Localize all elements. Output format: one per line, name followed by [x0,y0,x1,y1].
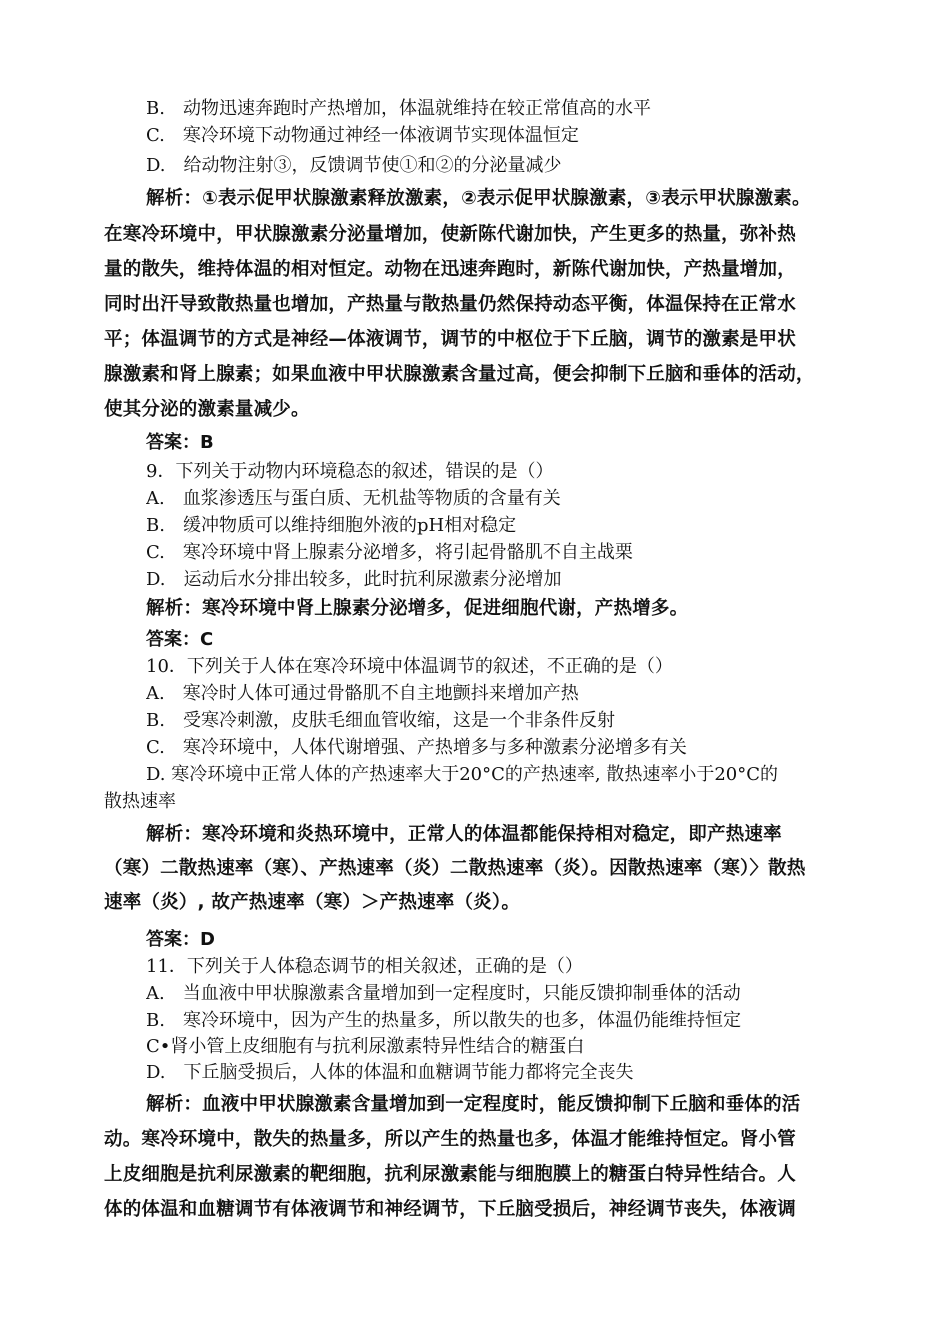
answer: 答案：D [146,929,215,950]
option-d-continuation: 散热速率 [104,791,176,812]
analysis-line: 腺激素和肾上腺素；如果血液中甲状腺激素含量过高，便会抑制下丘脑和垂体的活动， [104,364,815,385]
option-b: B. 缓冲物质可以维持细胞外液的pH相对稳定 [146,515,517,536]
analysis-line: 平；体温调节的方式是神经—体液调节，调节的中枢位于下丘脑，调节的激素是甲状 [104,329,796,350]
option-d: D. 下丘脑受损后，人体的体温和血糖调节能力都将完全丧失 [146,1062,634,1083]
option-b: B. 寒冷环境中，因为产生的热量多，所以散失的也多，体温仍能维持恒定 [146,1010,741,1031]
option-d: D. 寒冷环境中正常人体的产热速率大于20°C的产热速率, 散热速率小于20°C的 [146,764,779,785]
analysis-line: 体的体温和血糖调节有体液调节和神经调节，下丘脑受损后，神经调节丧失，体液调 [104,1199,796,1220]
analysis-line: 在寒冷环境中，甲状腺激素分泌量增加，使新陈代谢加快，产生更多的热量，弥补热 [104,224,796,245]
question-9: 9．下列关于动物内环境稳态的叙述，错误的是（） [146,461,554,482]
answer: 答案：B [146,432,214,453]
option-c: C. 寒冷环境中肾上腺素分泌增多，将引起骨骼肌不自主战栗 [146,542,633,563]
analysis-line: 使其分泌的激素量减少。 [104,399,310,420]
analysis-line: 动。寒冷环境中，散失的热量多，所以产生的热量也多，体温才能维持恒定。肾小管 [104,1129,796,1150]
question-10: 10．下列关于人体在寒冷环境中体温调节的叙述，不正确的是（） [146,656,673,677]
analysis-line: 解析：①表示促甲状腺激素释放激素，②表示促甲状腺激素，③表示甲状腺激素。 [146,188,811,209]
analysis-line: （寒）二散热速率（寒）、产热速率（炎）二散热速率（炎）。因散热速率（寒）〉散热 [104,858,806,879]
question-11: 11．下列关于人体稳态调节的相关叙述，正确的是（） [146,956,583,977]
option-a: A. 当血液中甲状腺激素含量增加到一定程度时，只能反馈抑制垂体的活动 [146,983,741,1004]
option-d: D. 运动后水分排出较多，此时抗利尿激素分泌增加 [146,569,562,590]
answer: 答案：C [146,629,214,650]
analysis-line: 解析：血液中甲状腺激素含量增加到一定程度时，能反馈抑制下丘脑和垂体的活 [146,1094,801,1115]
option-c: C. 寒冷环境下动物通过神经一体液调节实现体温恒定 [146,125,579,146]
analysis-line: 同时出汗导致散热量也增加，产热量与散热量仍然保持动态平衡，体温保持在正常水 [104,294,796,315]
option-a: A. 寒冷时人体可通过骨骼肌不自主地颤抖来增加产热 [146,683,579,704]
option-b: B. 动物迅速奔跑时产热增加，体温就维持在较正常值高的水平 [146,98,651,119]
analysis-line: 解析：寒冷环境和炎热环境中，正常人的体温都能保持相对稳定，即产热速率 [146,824,782,845]
option-a: A. 血浆渗透压与蛋白质、无机盐等物质的含量有关 [146,488,561,509]
analysis-line: 速率（炎）, 故产热速率（寒）＞产热速率（炎）。 [104,892,521,913]
analysis-line: 上皮细胞是抗利尿激素的靶细胞，抗利尿激素能与细胞膜上的糖蛋白特异性结合。人 [104,1164,796,1185]
option-d: D. 给动物注射③，反馈调节使①和②的分泌量减少 [146,155,562,176]
option-c: C•肾小管上皮细胞有与抗利尿激素特异性结合的糖蛋白 [146,1036,585,1057]
analysis-line: 解析：寒冷环境中肾上腺素分泌增多，促进细胞代谢，产热增多。 [146,598,689,619]
analysis-line: 量的散失，维持体温的相对恒定。动物在迅速奔跑时，新陈代谢加快，产热量增加， [104,259,796,280]
option-b: B. 受寒冷刺激，皮肤毛细血管收缩，这是一个非条件反射 [146,710,615,731]
option-c: C. 寒冷环境中，人体代谢增强、产热增多与多种激素分泌增多有关 [146,737,687,758]
